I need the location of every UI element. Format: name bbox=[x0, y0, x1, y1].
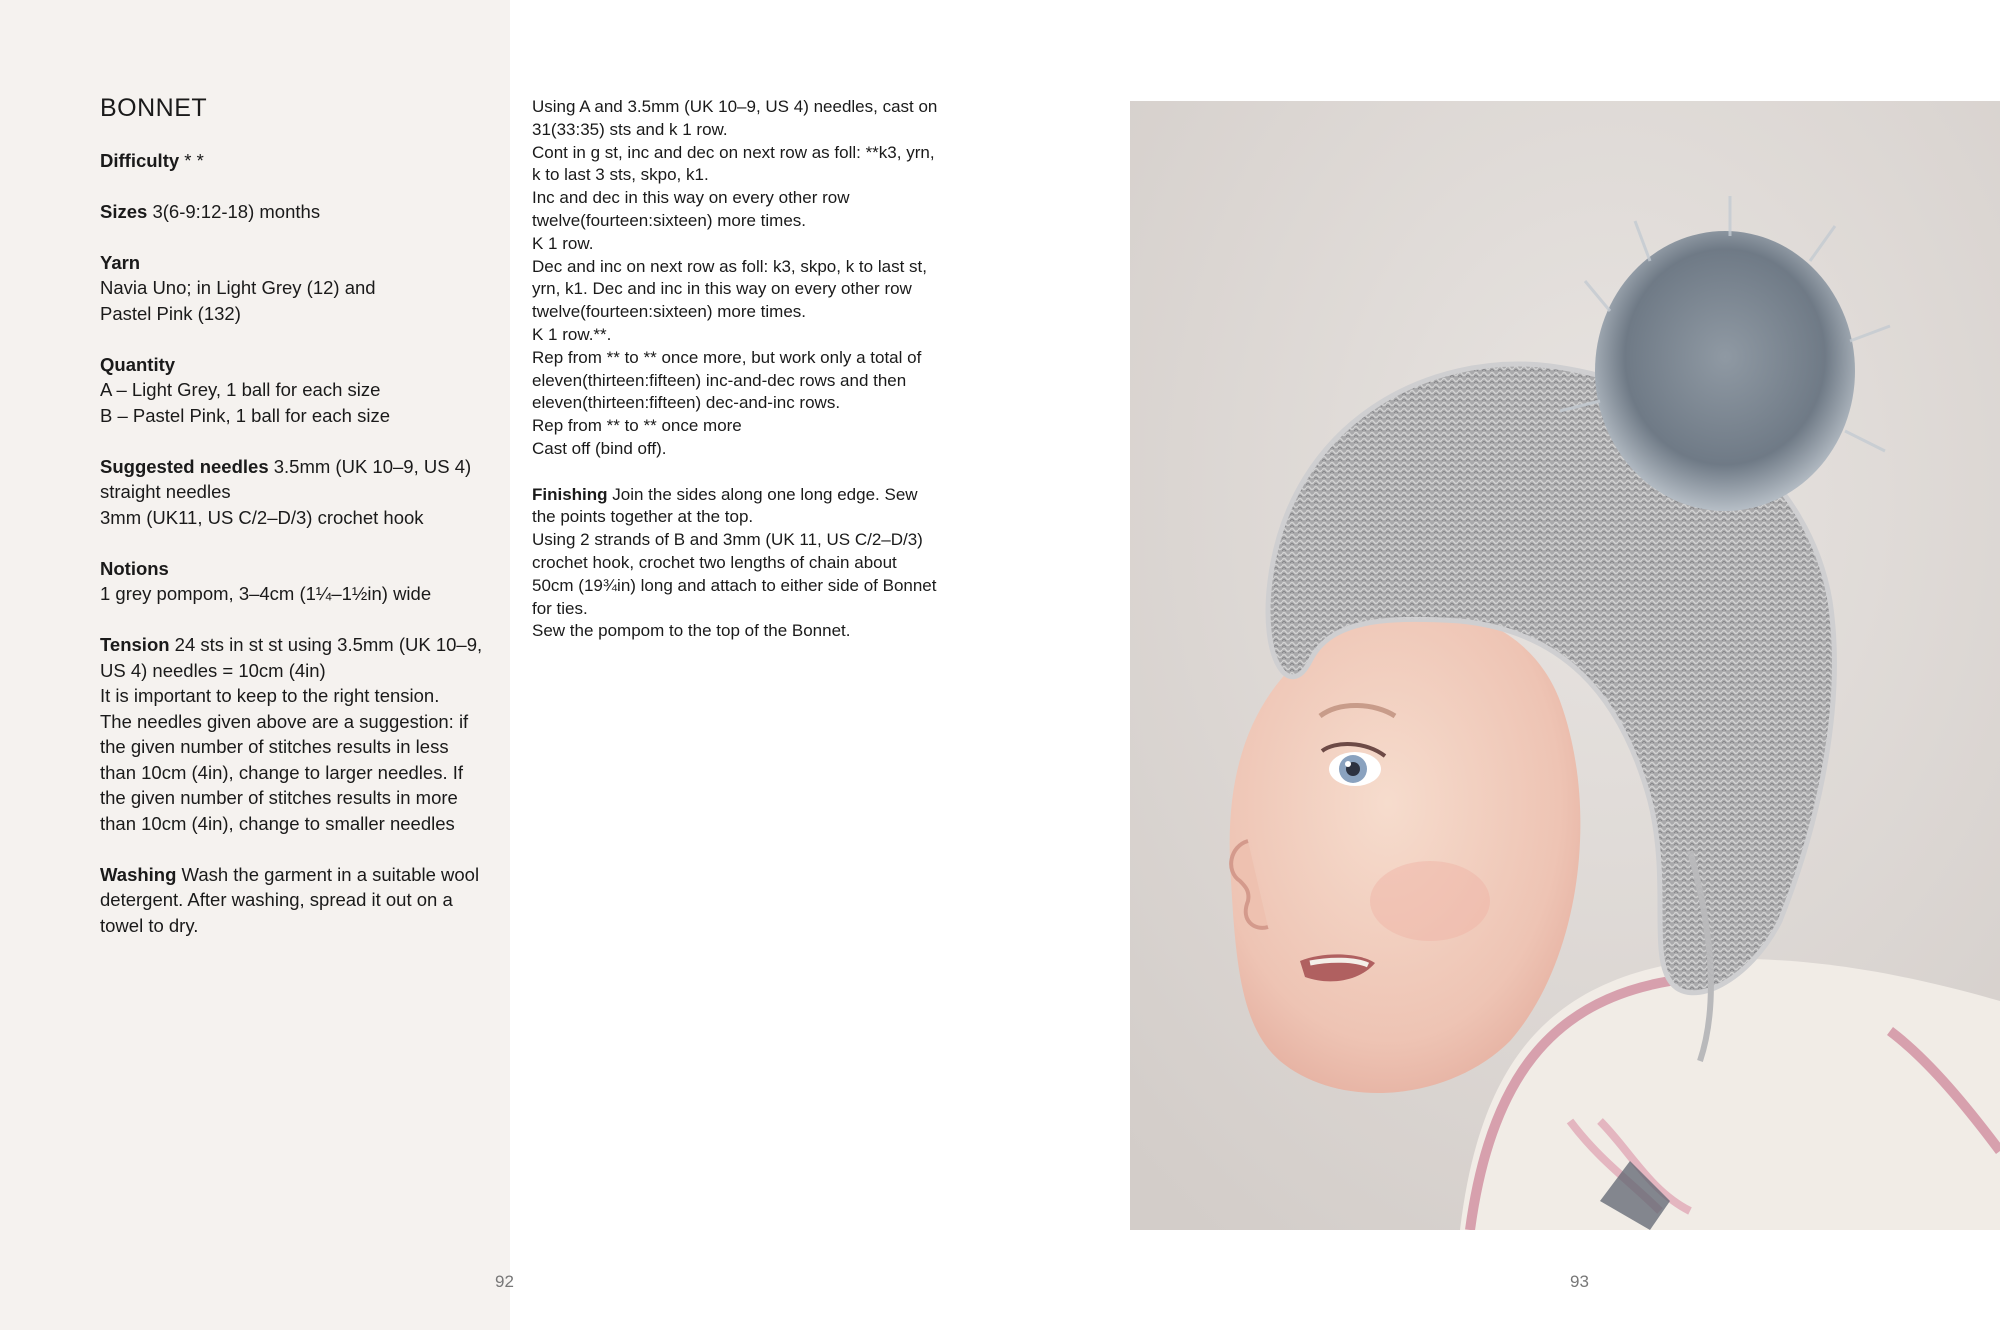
yarn-label: Yarn bbox=[100, 251, 141, 273]
washing-label: Washing bbox=[100, 863, 177, 885]
tension-line: US 4) needles = 10cm (4in) bbox=[100, 659, 326, 681]
tension-label: Tension bbox=[100, 634, 170, 655]
quantity-label: Quantity bbox=[100, 353, 176, 375]
needles-label: Suggested needles bbox=[100, 455, 269, 477]
tension-section bbox=[100, 632, 500, 836]
quantity-line: A – Light Grey, 1 ball for each size bbox=[100, 379, 381, 400]
instruction-line: eleven(thirteen:fifteen) inc-and-dec rows and then bbox=[532, 370, 907, 390]
quantity-line: B – Pastel Pink, 1 ball for each size bbox=[100, 404, 390, 426]
tension-line: than 10cm (4in), change to smaller needles bbox=[100, 812, 455, 834]
quantity-section bbox=[100, 352, 500, 429]
baby-bonnet-photo bbox=[1130, 101, 2000, 1230]
notions-section bbox=[100, 556, 500, 607]
needles-line: straight needles bbox=[100, 481, 231, 502]
instruction-line: Cast off (bind off). bbox=[532, 438, 667, 458]
paragraph-spacer bbox=[532, 461, 942, 484]
tension-line: It is important to keep to the right tension. bbox=[100, 685, 440, 706]
finishing-line: crochet hook, crochet two lengths of chain about bbox=[532, 552, 897, 572]
sizes-section bbox=[100, 199, 500, 225]
notions-line: 1 grey pompom, 3–4cm (1¼–1½in) wide bbox=[100, 583, 432, 604]
finishing-line: Sew the pompom to the top of the Bonnet. bbox=[532, 621, 851, 641]
difficulty-section bbox=[100, 148, 500, 174]
difficulty-value: * * bbox=[179, 149, 204, 171]
instruction-line: k to last 3 sts, skpo, k1. bbox=[532, 165, 709, 185]
washing-line: towel to dry. bbox=[100, 914, 199, 936]
instructions-column bbox=[532, 96, 942, 643]
notions-label: Notions bbox=[100, 557, 169, 579]
needles-value: 3.5mm (UK 10–9, US 4) bbox=[268, 455, 472, 477]
difficulty-label: Difficulty bbox=[100, 149, 180, 171]
instruction-line: Cont in g st, inc and dec on next row as foll: **k3, yrn, bbox=[532, 142, 935, 162]
needles-section bbox=[100, 454, 500, 531]
instruction-line: 31(33:35) sts and k 1 row. bbox=[532, 119, 728, 139]
page-title: BONNET bbox=[100, 94, 208, 122]
instruction-line: twelve(fourteen:sixteen) more times. bbox=[532, 302, 806, 322]
page-number-right: 93 bbox=[1570, 1272, 1589, 1291]
finishing-line: Using 2 strands of B and 3mm (UK 11, US C/2–D/3) bbox=[532, 530, 923, 550]
finishing-line: 50cm (19¾in) long and attach to either side of Bonnet bbox=[532, 575, 937, 595]
tension-value: 24 sts in st st using 3.5mm (UK 10–9, bbox=[169, 634, 483, 655]
instruction-line: eleven(thirteen:fifteen) dec-and-inc rows. bbox=[532, 393, 841, 413]
instruction-line: Rep from ** to ** once more bbox=[532, 416, 742, 436]
instruction-line: yrn, k1. Dec and inc in this way on every other row bbox=[532, 279, 912, 299]
needles-line: 3mm (UK11, US C/2–D/3) crochet hook bbox=[100, 506, 424, 528]
tension-line: The needles given above are a suggestion: if bbox=[100, 710, 469, 732]
finishing-line: the points together at the top. bbox=[532, 507, 754, 527]
instruction-line: Inc and dec in this way on every other row bbox=[532, 188, 850, 208]
tension-line: than 10cm (4in), change to larger needles. If bbox=[100, 761, 464, 783]
instruction-line: K 1 row. bbox=[532, 233, 594, 253]
washing-section bbox=[100, 862, 500, 939]
sizes-value: 3(6-9:12-18) months bbox=[147, 200, 321, 222]
instruction-line: Using A and 3.5mm (UK 10–9, US 4) needles, cast on bbox=[532, 97, 938, 116]
pattern-info-column bbox=[100, 96, 500, 964]
sizes-label: Sizes bbox=[100, 200, 148, 222]
washing-line: detergent. After washing, spread it out on a bbox=[100, 889, 453, 910]
tension-line: the given number of stitches results in less bbox=[100, 736, 449, 757]
instruction-line: twelve(fourteen:sixteen) more times. bbox=[532, 210, 806, 230]
yarn-section bbox=[100, 250, 500, 327]
instruction-line: Dec and inc on next row as foll: k3, skpo, k to last st, bbox=[532, 256, 927, 276]
page-number-left: 92 bbox=[495, 1272, 514, 1291]
finishing-line: for ties. bbox=[532, 598, 588, 618]
finishing-value: Join the sides along one long edge. Sew bbox=[607, 484, 918, 504]
finishing-label: Finishing bbox=[532, 484, 608, 504]
yarn-line: Pastel Pink (132) bbox=[100, 302, 241, 324]
instruction-line: Rep from ** to ** once more, but work only a total of bbox=[532, 347, 922, 367]
yarn-line: Navia Uno; in Light Grey (12) and bbox=[100, 277, 376, 298]
instruction-line: K 1 row.**. bbox=[532, 324, 612, 344]
washing-value: Wash the garment in a suitable wool bbox=[176, 863, 480, 885]
tension-line: the given number of stitches results in more bbox=[100, 787, 458, 808]
